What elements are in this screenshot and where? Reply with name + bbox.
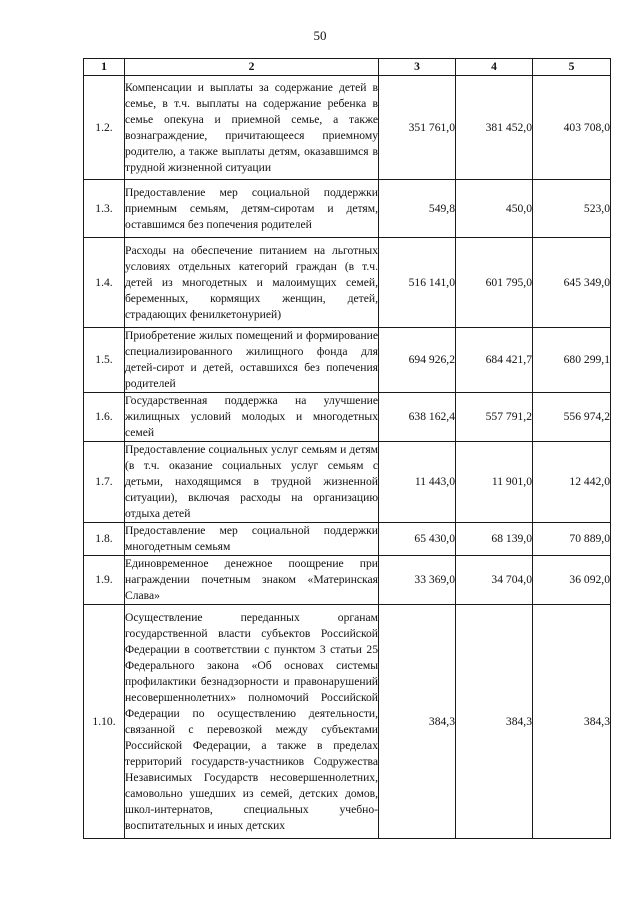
value-col-4: 601 795,0 bbox=[456, 238, 533, 328]
value-col-3: 351 761,0 bbox=[379, 76, 456, 180]
row-description: Предоставление мер социальной поддержки приемным семьям, детям-сиротам и детям, оставшимся без попечения родителей bbox=[125, 180, 379, 238]
value-col-3: 11 443,0 bbox=[379, 442, 456, 523]
value-col-4: 68 139,0 bbox=[456, 523, 533, 556]
value-col-3: 384,3 bbox=[379, 605, 456, 839]
row-description: Государственная поддержка на улучшение жилищных условий молодых и многодетных семей bbox=[125, 393, 379, 442]
value-col-3: 65 430,0 bbox=[379, 523, 456, 556]
row-description: Единовременное денежное поощрение при награждении почетным знаком «Материнская Слава» bbox=[125, 556, 379, 605]
value-col-3: 516 141,0 bbox=[379, 238, 456, 328]
table-row bbox=[84, 180, 611, 238]
value-col-5: 12 442,0 bbox=[533, 442, 611, 523]
value-col-5: 680 299,1 bbox=[533, 328, 611, 393]
value-col-5: 384,3 bbox=[533, 605, 611, 839]
table-header-row bbox=[84, 59, 611, 76]
row-number: 1.10. bbox=[84, 605, 125, 839]
row-number: 1.8. bbox=[84, 523, 125, 556]
row-number: 1.5. bbox=[84, 328, 125, 393]
table-row bbox=[84, 523, 611, 556]
value-col-5: 403 708,0 bbox=[533, 76, 611, 180]
table-row bbox=[84, 328, 611, 393]
row-description: Компенсации и выплаты за содержание детей в семье, в т.ч. выплаты на содержание ребенка в семье опекуна и приемной семье, а также вознаграждение, причитающееся приемному родителю, а также выплаты детям, оказавшимся в трудной жизненной ситуации bbox=[125, 76, 379, 180]
header-col-3: 3 bbox=[379, 59, 456, 76]
table-row bbox=[84, 442, 611, 523]
header-col-2: 2 bbox=[125, 59, 379, 76]
header-col-4: 4 bbox=[456, 59, 533, 76]
table-row bbox=[84, 605, 611, 839]
value-col-3: 694 926,2 bbox=[379, 328, 456, 393]
table-row bbox=[84, 238, 611, 328]
value-col-4: 450,0 bbox=[456, 180, 533, 238]
row-description: Предоставление мер социальной поддержки многодетным семьям bbox=[125, 523, 379, 556]
value-col-4: 684 421,7 bbox=[456, 328, 533, 393]
value-col-4: 11 901,0 bbox=[456, 442, 533, 523]
value-col-4: 384,3 bbox=[456, 605, 533, 839]
table-row bbox=[84, 393, 611, 442]
value-col-5: 645 349,0 bbox=[533, 238, 611, 328]
page-number: 50 bbox=[313, 28, 327, 43]
budget-table bbox=[83, 58, 611, 839]
value-col-3: 33 369,0 bbox=[379, 556, 456, 605]
row-number: 1.2. bbox=[84, 76, 125, 180]
row-number: 1.7. bbox=[84, 442, 125, 523]
table-row bbox=[84, 556, 611, 605]
row-number: 1.9. bbox=[84, 556, 125, 605]
row-number: 1.6. bbox=[84, 393, 125, 442]
value-col-4: 557 791,2 bbox=[456, 393, 533, 442]
row-number: 1.3. bbox=[84, 180, 125, 238]
value-col-5: 556 974,2 bbox=[533, 393, 611, 442]
table-row bbox=[84, 76, 611, 180]
row-description: Осуществление переданных органам государственной власти субъектов Российской Федерации в соответствии с пунктом 3 статьи 25 Федерального закона «Об основах системы профилактики безнадзорности и правонарушений несовершеннолетних» полномочий Российской Федерации по осуществлению деятельности, связанной с перевозкой между субъектами Российской Федерации, а также в пределах территорий государств-участников Содружества Независимых Государств несовершеннолетних, самовольно ушедших из семей, детских домов, школ-интернатов, специальных учебно-воспитательных и иных детских bbox=[125, 605, 379, 839]
row-description: Приобретение жилых помещений и формирование специализированного жилищного фонда для детей-сирот и детей, оставшихся без попечения родителей bbox=[125, 328, 379, 393]
value-col-5: 36 092,0 bbox=[533, 556, 611, 605]
value-col-5: 523,0 bbox=[533, 180, 611, 238]
value-col-4: 381 452,0 bbox=[456, 76, 533, 180]
value-col-3: 549,8 bbox=[379, 180, 456, 238]
row-number: 1.4. bbox=[84, 238, 125, 328]
row-description: Предоставление социальных услуг семьям и детям (в т.ч. оказание социальных услуг семьям с детьми, находящимся в трудной жизненной ситуации), включая расходы на организацию отдыха детей bbox=[125, 442, 379, 523]
row-description: Расходы на обеспечение питанием на льготных условиях отдельных категорий граждан (в т.ч. детей из многодетных и малоимущих семей, беременных, кормящих женщин, детей, страдающих фенилкетонурией) bbox=[125, 238, 379, 328]
header-col-5: 5 bbox=[533, 59, 611, 76]
value-col-4: 34 704,0 bbox=[456, 556, 533, 605]
value-col-3: 638 162,4 bbox=[379, 393, 456, 442]
value-col-5: 70 889,0 bbox=[533, 523, 611, 556]
header-col-1: 1 bbox=[84, 59, 125, 76]
